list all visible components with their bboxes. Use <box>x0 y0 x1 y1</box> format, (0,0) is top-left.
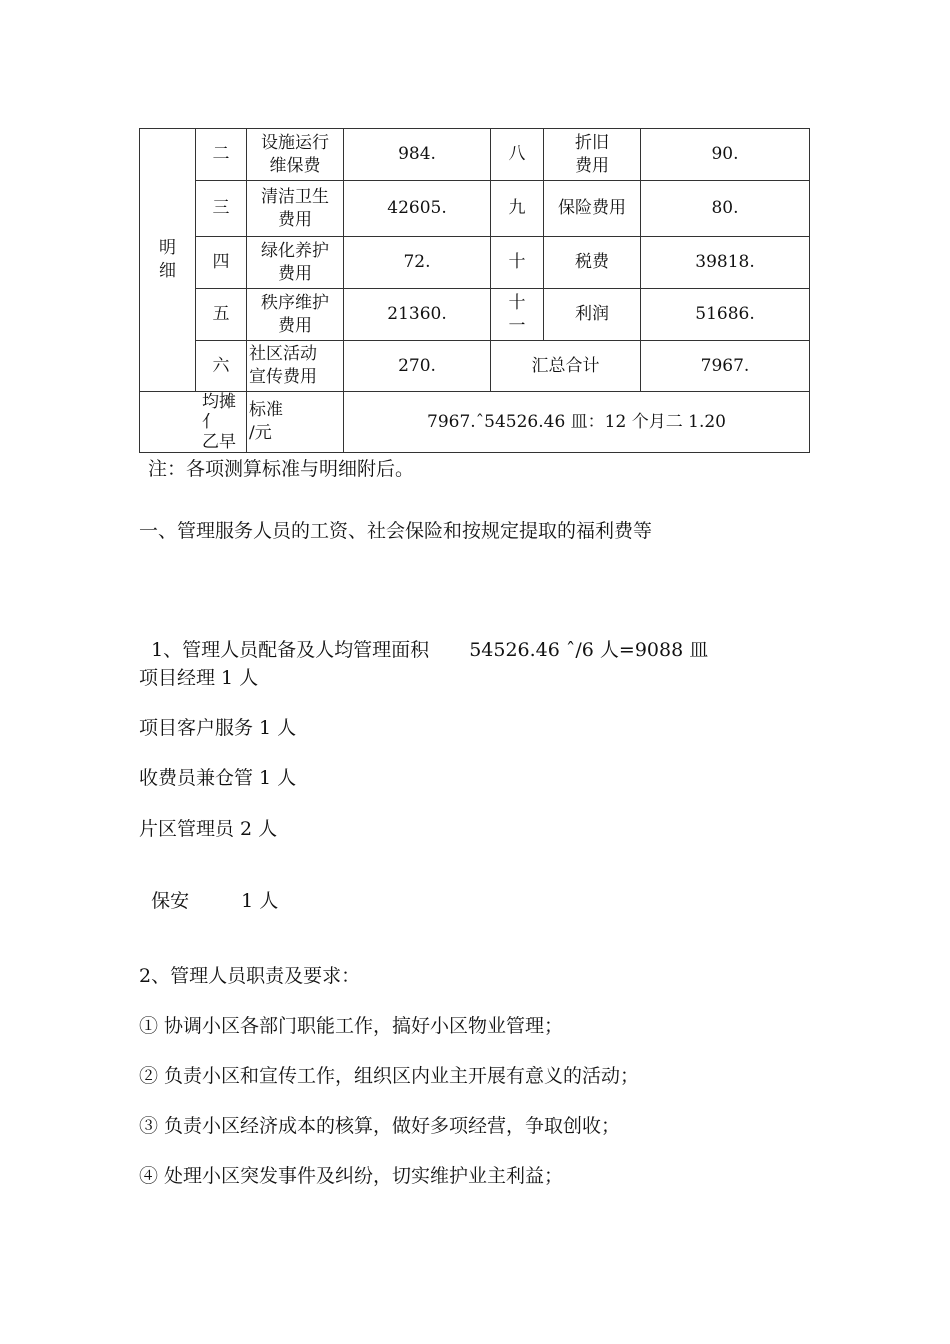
average-label: 均摊 亻 乙早 <box>140 392 247 453</box>
row-item-2: 利润 <box>544 289 641 341</box>
row-value-2: 39818. <box>641 237 810 289</box>
row-value-2: 51686. <box>641 289 810 341</box>
table-row <box>140 392 810 453</box>
table-row <box>140 341 810 392</box>
row-item: 社区活动 宣传费用 <box>247 341 344 392</box>
total-value: 7967. <box>641 341 810 392</box>
row-item: 清洁卫生 费用 <box>247 181 344 237</box>
row-number-2: 十 一 <box>491 289 544 341</box>
staff-item: 片区管理员 2 人 <box>139 818 278 840</box>
row-item-2: 保险费用 <box>544 181 641 237</box>
table-row <box>140 237 810 289</box>
row-value: 72. <box>344 237 491 289</box>
row-item: 绿化养护 费用 <box>247 237 344 289</box>
table-note: 注：各项测算标准与明细附后。 <box>148 458 415 480</box>
row-value: 984. <box>344 129 491 181</box>
item1-heading: 1、管理人员配备及人均管理面积 <box>151 639 430 661</box>
row-value: 21360. <box>344 289 491 341</box>
item1-line <box>139 613 708 662</box>
row-value: 270. <box>344 341 491 392</box>
row-item: 秩序维护 费用 <box>247 289 344 341</box>
row-number-2: 十 <box>491 237 544 289</box>
duty-item: ① 协调小区各部门职能工作，搞好小区物业管理； <box>139 1015 564 1037</box>
duty-item: ④ 处理小区突发事件及纠纷，切实维护业主利益； <box>139 1165 564 1187</box>
staff-item: 项目客户服务 1 人 <box>139 717 297 739</box>
item2-heading: 2、管理人员职责及要求： <box>139 965 361 987</box>
duty-item: ② 负责小区和宣传工作，组织区内业主开展有意义的活动； <box>139 1065 640 1087</box>
row-number-2: 九 <box>491 181 544 237</box>
fee-table <box>139 128 810 453</box>
staff-item: 收费员兼仓管 1 人 <box>139 767 297 789</box>
row-value-2: 80. <box>641 181 810 237</box>
row-number-2: 八 <box>491 129 544 181</box>
item1-formula: 54526.46 ˆ/6 人=9088 皿 <box>469 639 709 661</box>
total-label: 汇总合计 <box>491 341 641 392</box>
row-number: 六 <box>196 341 247 392</box>
staff-last-label: 保安 <box>151 890 190 912</box>
table-row <box>140 129 810 181</box>
staff-last-count: 1 人 <box>241 890 279 912</box>
table-row <box>140 181 810 237</box>
staff-item: 项目经理 1 人 <box>139 667 259 689</box>
detail-side-label: 明 细 <box>140 129 196 392</box>
row-number: 五 <box>196 289 247 341</box>
row-number: 三 <box>196 181 247 237</box>
table-row <box>140 289 810 341</box>
duty-item: ③ 负责小区经济成本的核算，做好多项经营，争取创收； <box>139 1115 621 1137</box>
row-value-2: 90. <box>641 129 810 181</box>
row-item: 设施运行 维保费 <box>247 129 344 181</box>
row-number: 二 <box>196 129 247 181</box>
section-heading: 一、管理服务人员的工资、社会保险和按规定提取的福利费等 <box>139 520 653 542</box>
row-item-2: 税费 <box>544 237 641 289</box>
average-formula: 7967.ˆ54526.46 皿：12 个月二 1.20 <box>344 392 810 453</box>
row-value: 42605. <box>344 181 491 237</box>
row-number: 四 <box>196 237 247 289</box>
average-unit: 标准 /元 <box>247 392 344 453</box>
staff-item-last <box>139 864 278 913</box>
row-item-2: 折旧 费用 <box>544 129 641 181</box>
